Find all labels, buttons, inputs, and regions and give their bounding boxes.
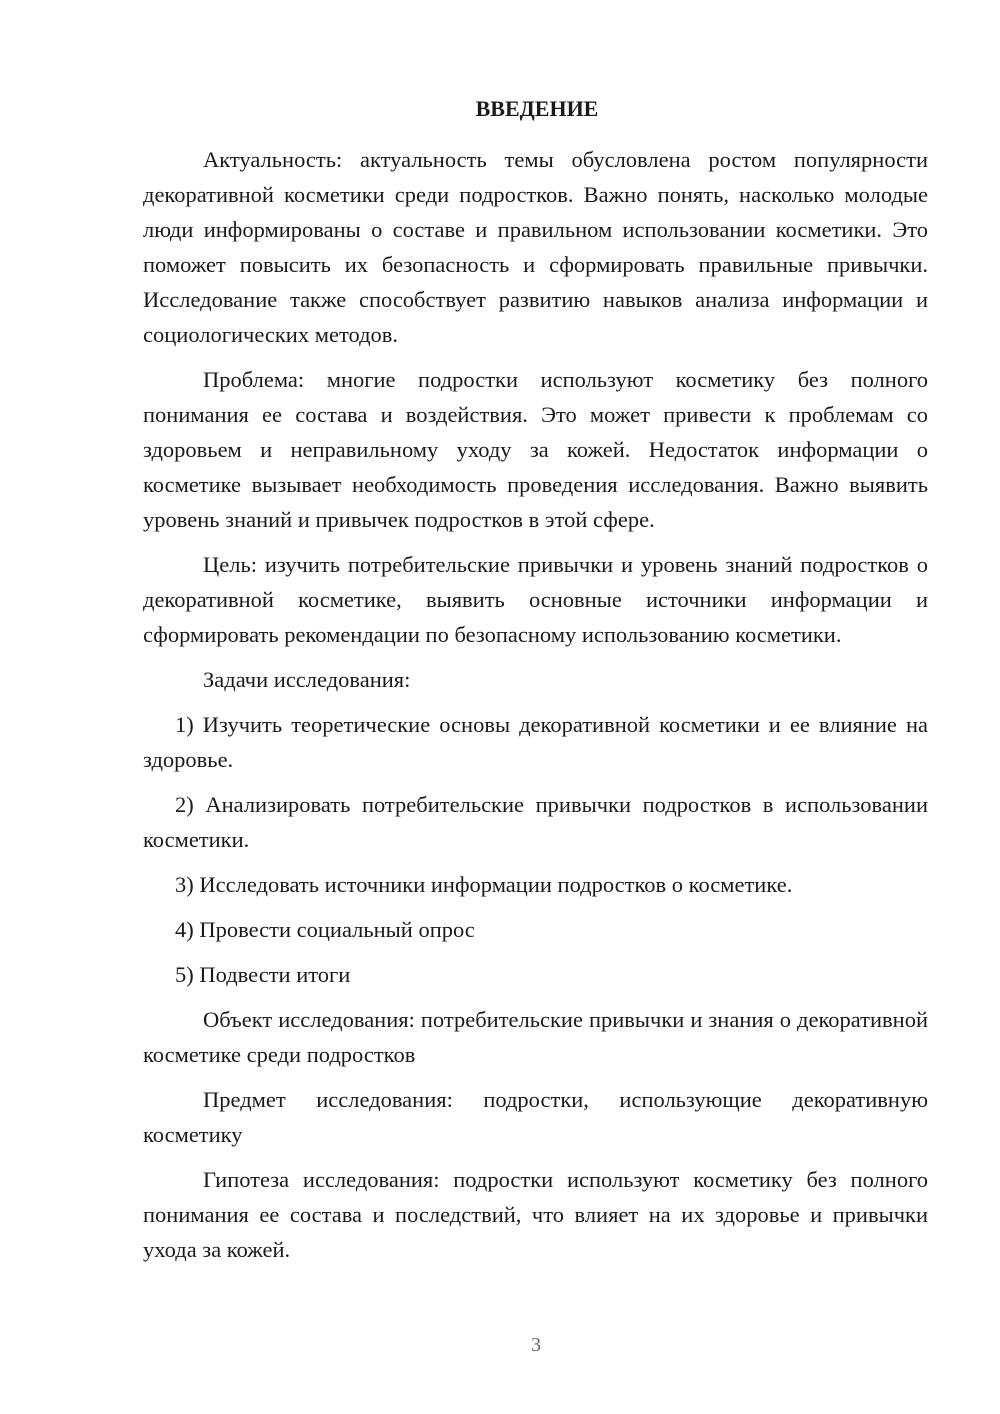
paragraph-hypothesis: Гипотеза исследования: подростки используют косметику без полного понимания ее состава и последствий, что влияет на их здоровье и привычки ухода за кожей. — [143, 1167, 928, 1262]
page-number: 3 — [531, 1334, 541, 1356]
paragraph-goal: Цель: изучить потребительские привычки и уровень знаний подростков о декоративной косметике, выявить основные источники информации и сформировать рекомендации по безопасному использованию косметики. — [143, 552, 928, 647]
paragraph-relevance: Актуальность: актуальность темы обусловлена ростом популярности декоративной косметики среди подростков. Важно понять, насколько молодые люди информированы о составе и правильном использовании косметики. Это поможет повысить их безопасность и сформировать правильные привычки. Исследование также способствует развитию навыков анализа информации и социологических методов. — [143, 147, 928, 347]
task-item-5: 5) Подвести итоги — [175, 962, 351, 987]
page-title: ВВЕДЕНИЕ — [475, 96, 599, 121]
task-item-2: 2) Анализировать потребительские привычки подростков в использовании косметики. — [143, 792, 928, 852]
paragraph-tasks-heading: Задачи исследования: — [203, 667, 411, 692]
paragraph-problem: Проблема: многие подростки используют косметику без полного понимания ее состава и воздействия. Это может привести к проблемам со здоровьем и неправильному уходу за кожей. Недостаток информации о косметике вызывает необходимость проведения исследования. Важно выявить уровень знаний и привычек подростков в этой сфере. — [143, 367, 928, 532]
page-body — [143, 142, 928, 1277]
task-item-1: 1) Изучить теоретические основы декоративной косметики и ее влияние на здоровье. — [143, 712, 928, 772]
task-item-3: 3) Исследовать источники информации подростков о косметике. — [175, 872, 793, 897]
paragraph-subject: Предмет исследования: подростки, использующие декоративную косметику — [143, 1087, 928, 1147]
paragraph-object: Объект исследования: потребительские привычки и знания о декоративной косметике среди подростков — [143, 1007, 928, 1067]
task-item-4: 4) Провести социальный опрос — [175, 917, 475, 942]
